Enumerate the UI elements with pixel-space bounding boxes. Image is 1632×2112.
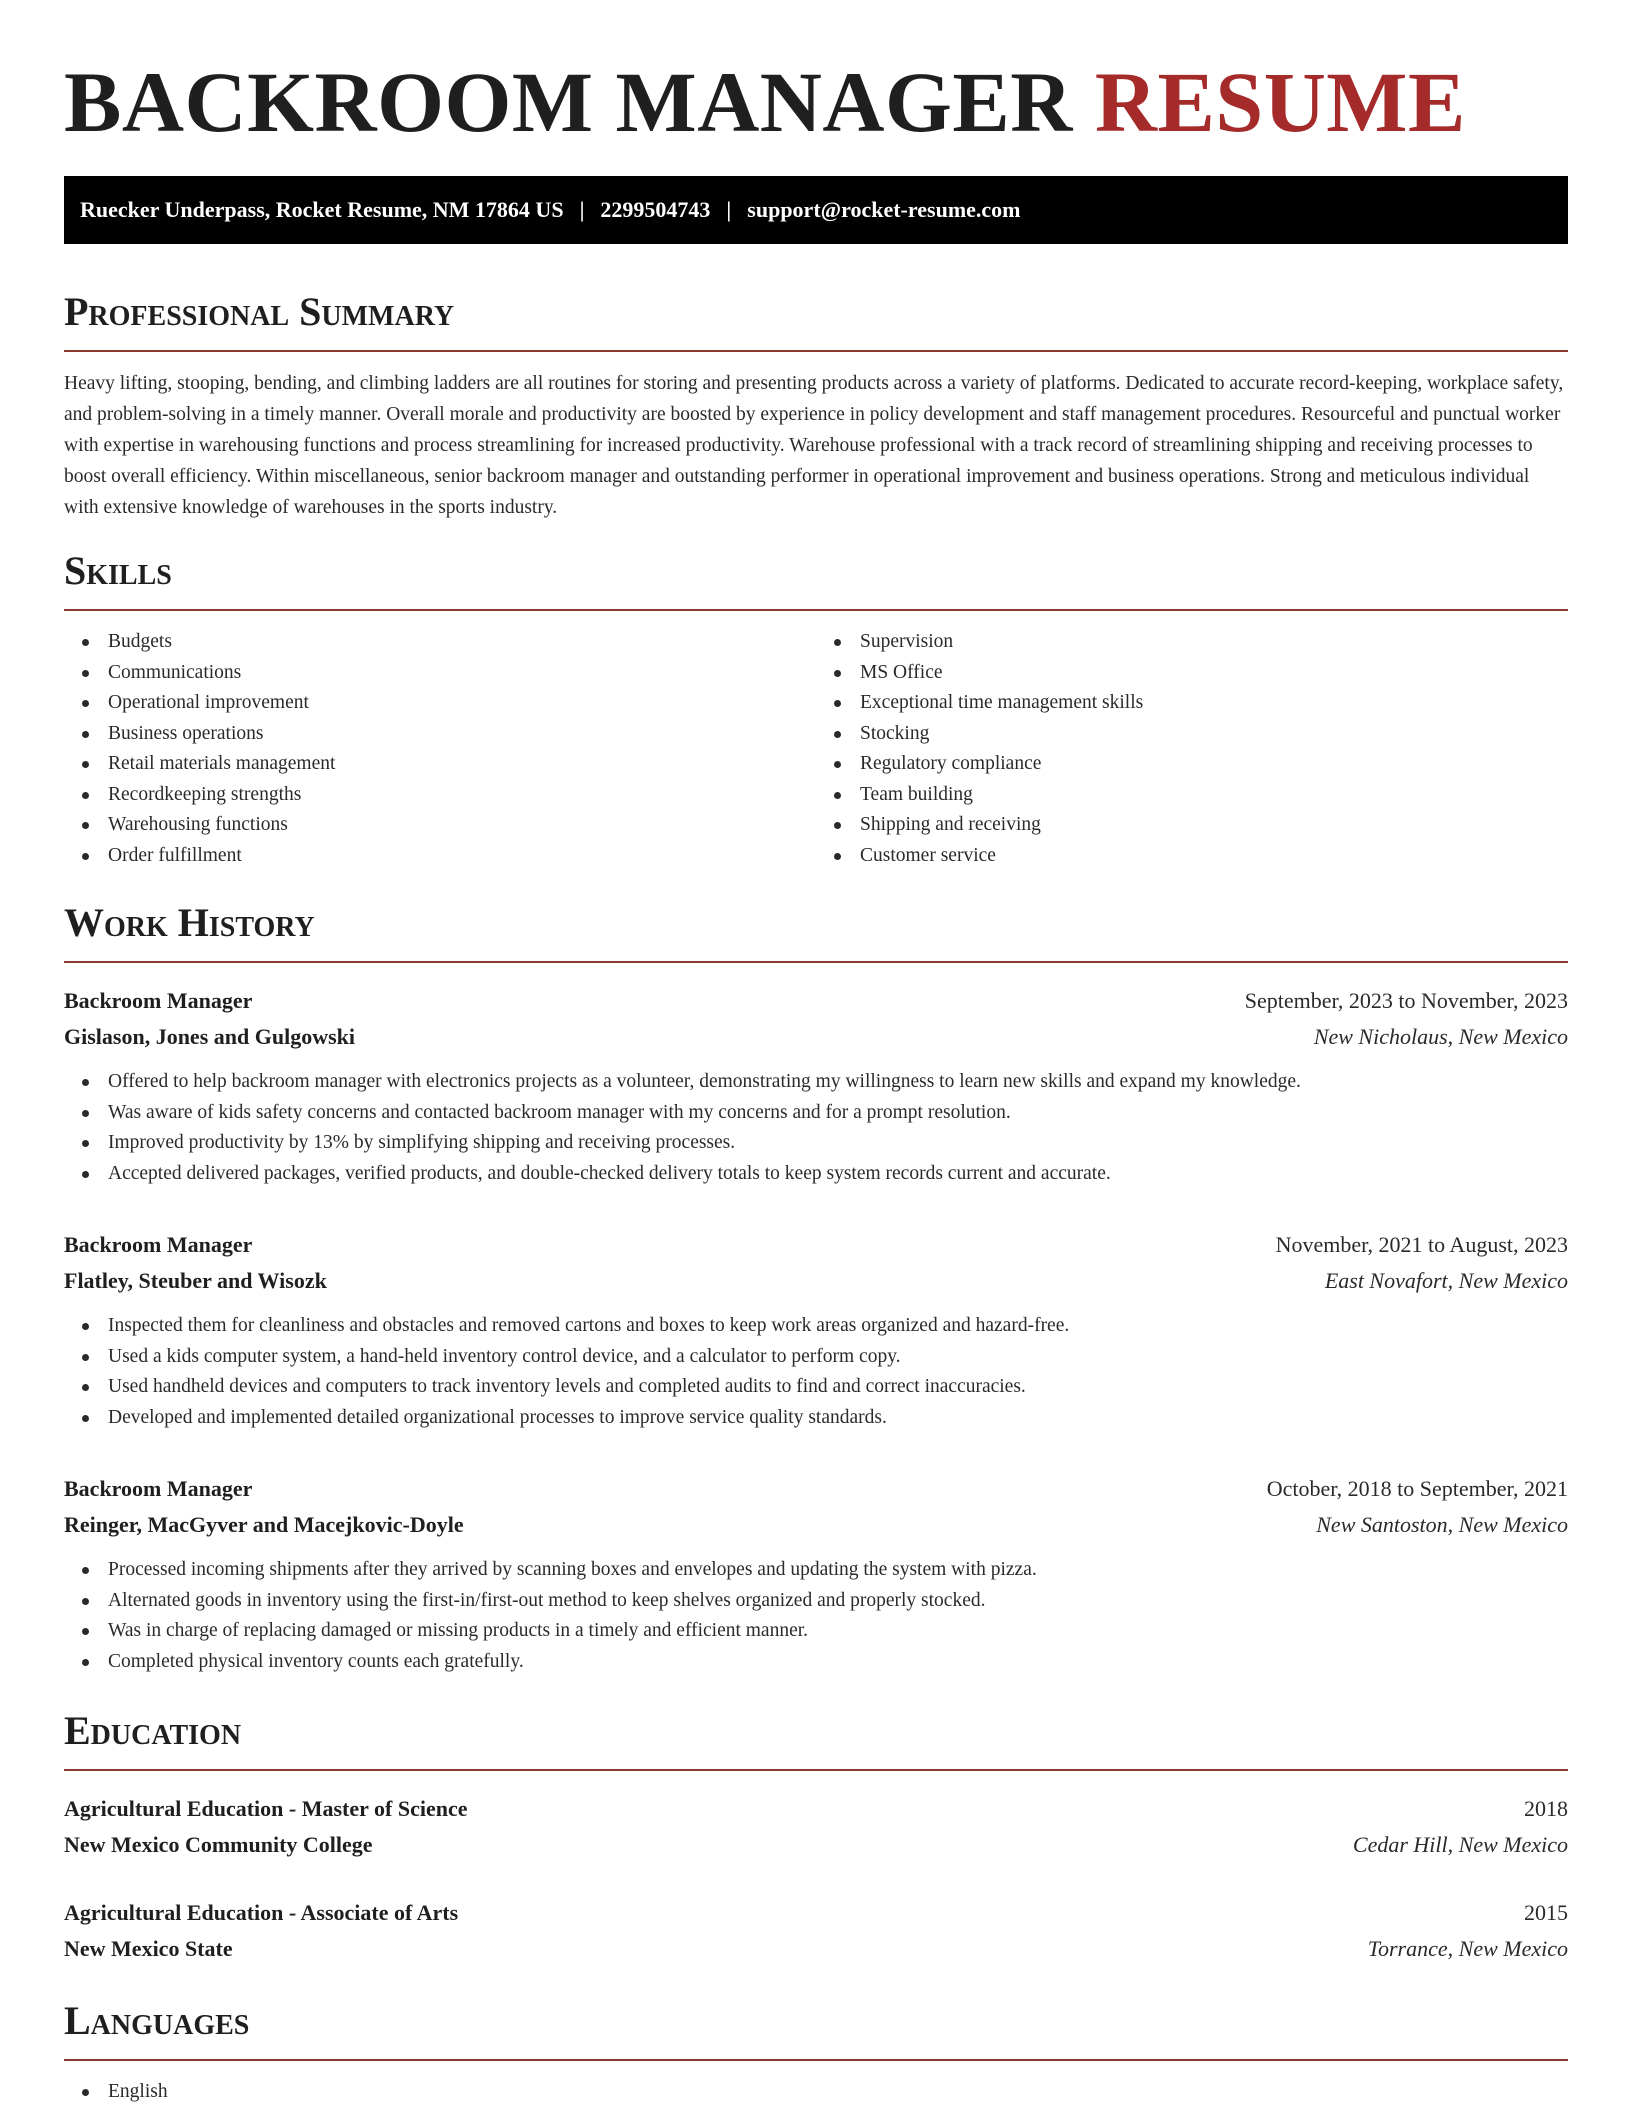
job-bullet-text: Completed physical inventory counts each gratefully. bbox=[108, 1650, 524, 1672]
skill-item bbox=[816, 810, 1568, 841]
language-item bbox=[64, 2077, 1568, 2108]
job-bullet-text: Developed and implemented detailed organizational processes to improve service quality standards. bbox=[108, 1406, 887, 1428]
bullet-icon bbox=[82, 853, 89, 860]
job-bullet bbox=[64, 1342, 1568, 1373]
skills-column-left bbox=[64, 627, 816, 871]
education-degree-row bbox=[64, 1791, 1568, 1827]
job-bullet-text: Alternated goods in inventory using the first-in/first-out method to keep shelves organized and properly stocked. bbox=[108, 1589, 986, 1611]
job-header-row bbox=[64, 1471, 1568, 1507]
bullet-icon bbox=[82, 792, 89, 799]
skill-item-text: Customer service bbox=[860, 844, 996, 866]
bullet-icon bbox=[82, 1628, 89, 1635]
job-entry bbox=[64, 1227, 1568, 1433]
education-degree: Agricultural Education - Associate of Arts bbox=[64, 1900, 459, 1925]
job-bullets bbox=[64, 1555, 1568, 1677]
skill-item bbox=[64, 688, 816, 719]
section-title-work-history: Work History bbox=[64, 900, 315, 945]
contact-email[interactable]: support@rocket-resume.com bbox=[747, 197, 1021, 222]
job-company-row bbox=[64, 1263, 1568, 1299]
job-bullet bbox=[64, 1159, 1568, 1190]
section-title-education: Education bbox=[64, 1708, 242, 1753]
job-company: Reinger, MacGyver and Macejkovic-Doyle bbox=[64, 1512, 464, 1537]
bullet-icon bbox=[82, 1659, 89, 1666]
section-divider bbox=[64, 961, 1568, 963]
title-main: BACKROOM MANAGER bbox=[64, 54, 1073, 150]
skill-item-text: Operational improvement bbox=[108, 692, 309, 713]
skill-item-text: Recordkeeping strengths bbox=[108, 783, 302, 805]
bullet-icon bbox=[82, 731, 89, 738]
education-school-row bbox=[64, 1827, 1568, 1863]
education-degree-row bbox=[64, 1895, 1568, 1931]
language-item-text: English bbox=[108, 2081, 168, 2102]
job-company: Gislason, Jones and Gulgowski bbox=[64, 1024, 355, 1049]
title-accent: RESUME bbox=[1094, 54, 1466, 150]
education-degree: Agricultural Education - Master of Science bbox=[64, 1796, 468, 1821]
skill-item-text: Team building bbox=[860, 783, 973, 805]
job-company-row bbox=[64, 1019, 1568, 1055]
job-bullet bbox=[64, 1403, 1568, 1434]
skill-item bbox=[816, 780, 1568, 811]
bullet-icon bbox=[82, 1171, 89, 1178]
skill-item bbox=[64, 658, 816, 689]
job-dates: November, 2021 to August, 2023 bbox=[1275, 1232, 1568, 1257]
job-company: Flatley, Steuber and Wisozk bbox=[64, 1268, 327, 1293]
bullet-icon bbox=[82, 1415, 89, 1422]
skill-item bbox=[816, 627, 1568, 658]
job-bullet-text: Was in charge of replacing damaged or missing products in a timely and efficient manner. bbox=[108, 1620, 809, 1641]
section-title-languages: Languages bbox=[64, 1998, 250, 2043]
skill-item bbox=[816, 658, 1568, 689]
section-title-summary: Professional Summary bbox=[64, 289, 455, 334]
education-school: New Mexico Community College bbox=[64, 1832, 373, 1857]
languages-list bbox=[64, 2077, 1568, 2108]
bullet-icon bbox=[834, 700, 841, 707]
skill-item bbox=[64, 749, 816, 780]
bullet-icon bbox=[82, 670, 89, 677]
skill-item-text: MS Office bbox=[860, 661, 943, 683]
job-bullet bbox=[64, 1555, 1568, 1586]
skill-item-text: Regulatory compliance bbox=[860, 753, 1042, 774]
job-entry bbox=[64, 1471, 1568, 1677]
section-divider bbox=[64, 2059, 1568, 2061]
skill-item-text: Order fulfillment bbox=[108, 844, 242, 866]
job-dates: October, 2018 to September, 2021 bbox=[1266, 1476, 1568, 1501]
job-entry bbox=[64, 983, 1568, 1189]
job-location: New Santoston, New Mexico bbox=[1316, 1512, 1568, 1537]
skill-item-text: Stocking bbox=[860, 722, 930, 744]
bullet-icon bbox=[82, 1110, 89, 1117]
bullet-icon bbox=[82, 1323, 89, 1330]
job-role: Backroom Manager bbox=[64, 1476, 253, 1501]
job-bullets bbox=[64, 1067, 1568, 1189]
skill-item-text: Warehousing functions bbox=[108, 814, 288, 835]
job-header-row bbox=[64, 983, 1568, 1019]
job-bullet-text: Accepted delivered packages, verified products, and double-checked delivery totals to keep system records current and accurate. bbox=[108, 1162, 1111, 1184]
section-divider bbox=[64, 609, 1568, 611]
section-divider bbox=[64, 1769, 1568, 1771]
bullet-icon bbox=[834, 792, 841, 799]
skill-item-text: Exceptional time management skills bbox=[860, 692, 1144, 713]
bullet-icon bbox=[834, 670, 841, 677]
resume-title bbox=[64, 0, 1568, 152]
bullet-icon bbox=[82, 1140, 89, 1147]
job-bullet-text: Improved productivity by 13% by simplifying shipping and receiving processes. bbox=[108, 1132, 736, 1153]
education-entry bbox=[64, 1791, 1568, 1863]
skill-item bbox=[816, 841, 1568, 872]
skill-item bbox=[64, 810, 816, 841]
skill-item-text: Supervision bbox=[860, 631, 954, 652]
skill-item-text: Retail materials management bbox=[108, 753, 336, 774]
job-bullet bbox=[64, 1647, 1568, 1678]
job-location: New Nicholaus, New Mexico bbox=[1313, 1024, 1568, 1049]
skill-item bbox=[816, 688, 1568, 719]
job-bullet bbox=[64, 1372, 1568, 1403]
summary-text: Heavy lifting, stooping, bending, and climbing ladders are all routines for storing and presenting products across a variety of platforms. Dedicated to accurate record-keeping, workplace safety, and problem-solving in a timely manner. Overall morale and productivity are boosted by experience in policy development and staff management procedures. Resourceful and punctual worker with expertise in warehousing functions and process streamlining for increased productivity. Warehouse professional with a track record of streamlining shipping and receiving processes to boost overall efficiency. Within miscellaneous, senior backroom manager and outstanding performer in operational improvement and business operations. Strong and meticulous individual with extensive knowledge of warehouses in the sports industry. bbox=[64, 373, 1564, 518]
job-bullet bbox=[64, 1586, 1568, 1617]
job-bullet bbox=[64, 1067, 1568, 1098]
skill-item bbox=[816, 719, 1568, 750]
skill-item-text: Communications bbox=[108, 661, 242, 683]
bullet-icon bbox=[834, 639, 841, 646]
skill-item-text: Shipping and receiving bbox=[860, 814, 1041, 835]
work-history-list bbox=[64, 983, 1568, 1677]
bullet-icon bbox=[82, 1598, 89, 1605]
job-dates: September, 2023 to November, 2023 bbox=[1244, 988, 1568, 1013]
education-school-row bbox=[64, 1931, 1568, 1967]
skill-item bbox=[64, 719, 816, 750]
skills-column-right bbox=[816, 627, 1568, 871]
skill-item bbox=[64, 780, 816, 811]
skill-item bbox=[64, 841, 816, 872]
job-bullet bbox=[64, 1128, 1568, 1159]
resume-page bbox=[64, 0, 1568, 2108]
bullet-icon bbox=[834, 761, 841, 768]
bullet-icon bbox=[82, 639, 89, 646]
job-location: East Novafort, New Mexico bbox=[1324, 1268, 1568, 1293]
section-title-skills: Skills bbox=[64, 548, 172, 593]
job-bullet-text: Used handheld devices and computers to track inventory levels and completed audits to find and correct inaccuracies. bbox=[108, 1376, 1026, 1397]
bullet-icon bbox=[82, 2089, 89, 2096]
skill-item-text: Business operations bbox=[108, 722, 264, 744]
bullet-icon bbox=[834, 853, 841, 860]
job-bullet-text: Offered to help backroom manager with electronics projects as a volunteer, demonstrating my willingness to learn new skills and expand my knowledge. bbox=[108, 1071, 1301, 1092]
skill-item bbox=[816, 749, 1568, 780]
bullet-icon bbox=[834, 822, 841, 829]
section-divider bbox=[64, 350, 1568, 352]
education-list bbox=[64, 1791, 1568, 1967]
job-bullet-text: Was aware of kids safety concerns and contacted backroom manager with my concerns and for a prompt resolution. bbox=[108, 1101, 1011, 1123]
bullet-icon bbox=[82, 822, 89, 829]
bullet-icon bbox=[82, 1567, 89, 1574]
job-bullet bbox=[64, 1098, 1568, 1129]
contact-bar bbox=[64, 176, 1568, 244]
education-entry bbox=[64, 1895, 1568, 1967]
contact-separator: | bbox=[579, 197, 585, 222]
education-location: Cedar Hill, New Mexico bbox=[1352, 1832, 1568, 1857]
bullet-icon bbox=[834, 731, 841, 738]
job-role: Backroom Manager bbox=[64, 988, 253, 1013]
bullet-icon bbox=[82, 700, 89, 707]
skill-item-text: Budgets bbox=[108, 631, 172, 652]
job-role: Backroom Manager bbox=[64, 1232, 253, 1257]
job-bullet-text: Used a kids computer system, a hand-held inventory control device, and a calculator to perform copy. bbox=[108, 1345, 901, 1367]
education-location: Torrance, New Mexico bbox=[1367, 1936, 1568, 1961]
job-header-row bbox=[64, 1227, 1568, 1263]
education-year: 2018 bbox=[1524, 1796, 1568, 1821]
job-bullets bbox=[64, 1311, 1568, 1433]
bullet-icon bbox=[82, 761, 89, 768]
contact-separator: | bbox=[726, 197, 732, 222]
job-bullet bbox=[64, 1616, 1568, 1647]
skill-item bbox=[64, 627, 816, 658]
contact-address: Ruecker Underpass, Rocket Resume, NM 17864 US bbox=[80, 197, 564, 222]
job-bullet bbox=[64, 1311, 1568, 1342]
education-school: New Mexico State bbox=[64, 1936, 233, 1961]
contact-phone[interactable]: 2299504743 bbox=[600, 197, 711, 222]
bullet-icon bbox=[82, 1079, 89, 1086]
skills-list bbox=[64, 627, 1568, 871]
job-bullet-text: Inspected them for cleanliness and obstacles and removed cartons and boxes to keep work areas organized and hazard-free. bbox=[108, 1315, 1070, 1336]
job-company-row bbox=[64, 1507, 1568, 1543]
bullet-icon bbox=[82, 1384, 89, 1391]
education-year: 2015 bbox=[1524, 1900, 1568, 1925]
bullet-icon bbox=[82, 1354, 89, 1361]
job-bullet-text: Processed incoming shipments after they arrived by scanning boxes and envelopes and updating the system with pizza. bbox=[108, 1559, 1037, 1580]
